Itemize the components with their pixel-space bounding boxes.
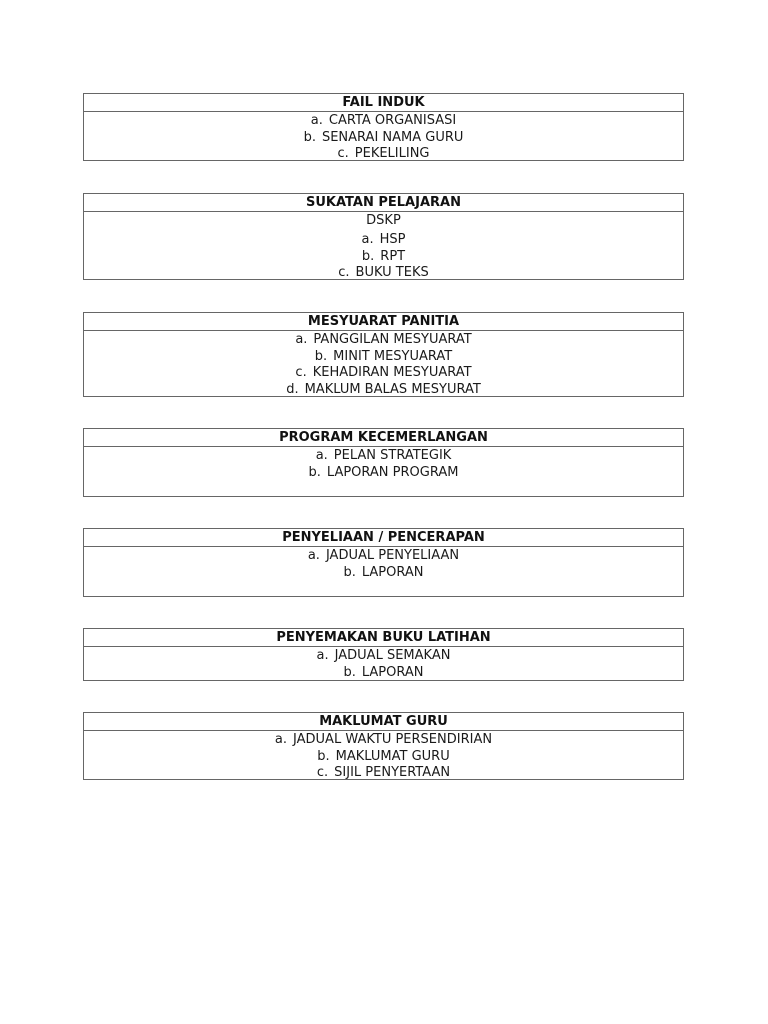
section-body	[84, 547, 683, 581]
item-text: HSP	[379, 232, 406, 247]
item-text: MINIT MESYUARAT	[333, 348, 453, 364]
item-text: JADUAL PENYELIAAN	[325, 548, 460, 563]
section-sukatan-pelajaran	[83, 193, 684, 280]
section-penyeliaan-pencerapan	[83, 528, 684, 597]
item-text: JADUAL WAKTU PERSENDIRIAN	[293, 732, 493, 747]
section-body	[84, 331, 683, 398]
item-text: BUKU TEKS	[355, 265, 429, 281]
item-marker: a.	[310, 113, 323, 128]
item-marker: b.	[361, 248, 375, 264]
item-text: PELAN STRATEGIK	[333, 448, 452, 463]
section-mesyuarat-panitia	[83, 312, 684, 397]
item-marker: b.	[308, 464, 321, 480]
list-item	[84, 749, 683, 766]
section-body	[84, 212, 683, 282]
list-item	[84, 365, 683, 382]
list-item	[84, 130, 683, 147]
list-item	[84, 146, 683, 163]
item-text: CARTA ORGANISASI	[328, 113, 457, 128]
section-intro: DSKP	[366, 213, 401, 228]
item-text: PANGGILAN MESYUARAT	[313, 332, 472, 347]
list-item	[84, 332, 683, 349]
item-marker: c.	[295, 365, 307, 381]
list-item	[84, 465, 683, 482]
list-item	[84, 349, 683, 366]
section-title: FAIL INDUK	[84, 94, 683, 112]
item-text: LAPORAN	[361, 664, 424, 680]
item-marker: a.	[307, 548, 320, 563]
section-title: MAKLUMAT GURU	[84, 713, 683, 731]
section-program-kecemerlangan	[83, 428, 684, 497]
section-penyemakan-buku-latihan	[83, 628, 684, 681]
item-text: JADUAL SEMAKAN	[334, 648, 451, 663]
item-marker: b.	[314, 348, 328, 364]
list-item	[84, 565, 683, 582]
item-text: MAKLUM BALAS MESYURAT	[304, 381, 481, 397]
list-item	[84, 648, 683, 665]
section-title: PENYELIAAN / PENCERAPAN	[84, 529, 683, 547]
item-marker: a.	[315, 448, 328, 463]
section-title: SUKATAN PELAJARAN	[84, 194, 683, 212]
item-marker: b.	[343, 564, 356, 580]
item-marker: d.	[286, 381, 299, 397]
item-text: MAKLUMAT GURU	[335, 748, 450, 764]
list-item	[84, 665, 683, 682]
list-item	[84, 548, 683, 565]
item-text: SIJIL PENYERTAAN	[334, 765, 451, 781]
item-marker: a.	[361, 232, 374, 247]
item-text: SENARAI NAMA GURU	[321, 129, 464, 145]
section-maklumat-guru	[83, 712, 684, 780]
list-item	[84, 732, 683, 749]
item-marker: b.	[303, 129, 316, 145]
section-body	[84, 112, 683, 163]
item-text: KEHADIRAN MESYUARAT	[312, 365, 472, 381]
item-marker: a.	[316, 648, 329, 663]
section-title: PROGRAM KECEMERLANGAN	[84, 429, 683, 447]
section-title: MESYUARAT PANITIA	[84, 313, 683, 331]
item-marker: c.	[316, 765, 329, 781]
item-marker: b.	[317, 748, 330, 764]
item-text: PEKELILING	[354, 146, 430, 162]
list-item	[84, 265, 683, 282]
list-item	[84, 448, 683, 465]
section-fail-induk	[83, 93, 684, 161]
item-text: LAPORAN PROGRAM	[326, 464, 459, 480]
item-marker: c.	[337, 146, 349, 162]
list-item	[84, 113, 683, 130]
list-item	[84, 382, 683, 399]
section-title: PENYEMAKAN BUKU LATIHAN	[84, 629, 683, 647]
item-text: RPT	[380, 248, 406, 264]
list-item	[84, 765, 683, 782]
list-item	[84, 249, 683, 266]
list-item	[84, 232, 683, 249]
item-marker: a.	[295, 332, 308, 347]
item-text: LAPORAN	[361, 564, 424, 580]
item-marker: a.	[274, 732, 288, 747]
section-body	[84, 447, 683, 481]
section-body	[84, 647, 683, 681]
section-body	[84, 731, 683, 782]
item-marker: c.	[338, 265, 350, 281]
item-marker: b.	[343, 664, 356, 680]
